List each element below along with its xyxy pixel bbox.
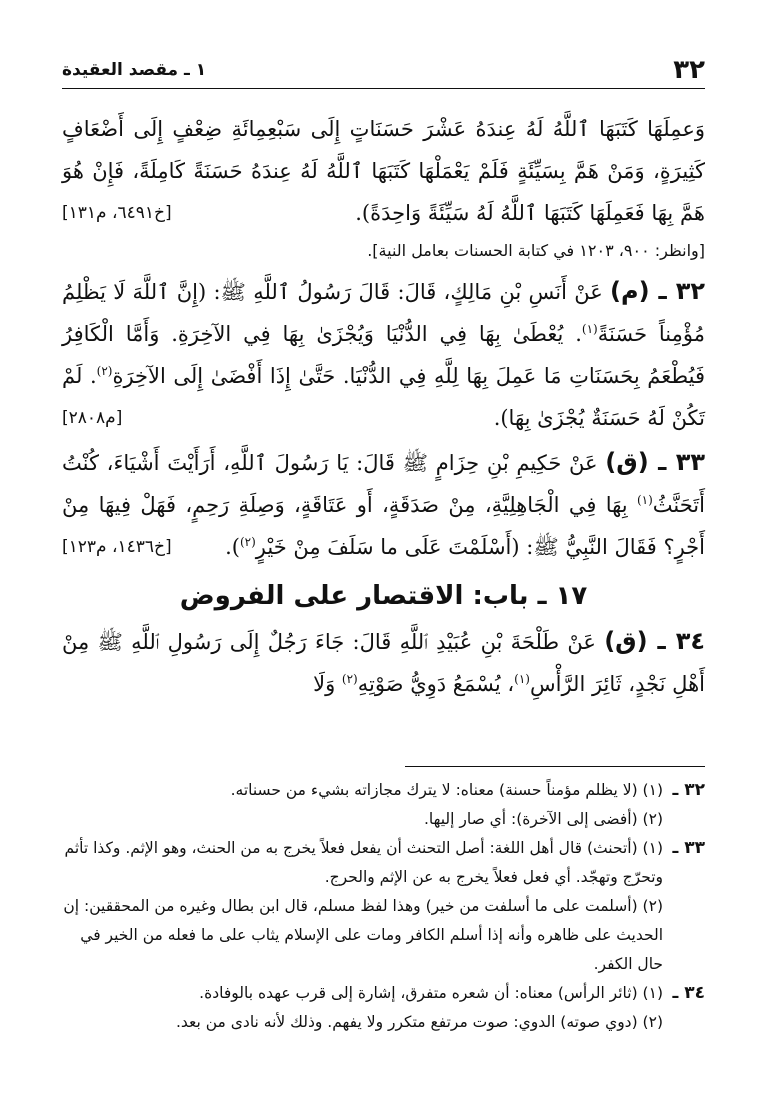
footnotes-32 [62, 776, 705, 834]
hadith-31-reference: [خ٦٤٩١، م١٣١] [62, 203, 172, 223]
footnote-item [62, 1008, 705, 1037]
footnote-marker: (٢) [341, 672, 358, 686]
footnote-group-number: ٣٣ ـ [672, 838, 705, 858]
footnote-item [62, 776, 705, 805]
chapter-heading: ١٧ ـ باب: الاقتصار على الفروض [179, 581, 588, 611]
footnotes-section [62, 776, 705, 1037]
hadith-32-text-3: . لَمْ تَكُنْ لَهُ حَسَنَةٌ يُجْزَىٰ بِهَا). [62, 364, 705, 430]
hadith-33 [62, 441, 705, 568]
footnote-text: (١) (أتحنث) قال أهل اللغة: أصل التحنث أن يفعل فعلاً يخرج به من الحنث، وهو الإثم. وكذا تأثم وتحرّج وتهجّد. أي فعل فعلاً يخرج به عن الإثم والحرج. [64, 839, 663, 886]
footnotes-34 [62, 979, 705, 1037]
footnote-item [62, 892, 705, 979]
hadith-32-text-2: . يُعْطَىٰ بِهَا فِي الدُّنْيَا وَيُجْزَىٰ بِهَا فِي الآخِرَةِ. وَأَمَّا الْكَافِرُ فَيُطْعَمُ بِحَسَنَاتِ مَا عَمِلَ بِهَا لِلَّهِ فِي الدُّنْيَا. حَتَّىٰ إِذَا أَفْضَىٰ إِلَى الآخِرَةِ [62, 322, 705, 388]
hadith-33-text-2: بِهَا فِي الْجَاهِلِيَّةِ، مِنْ صَدَقَةٍ، أَو عَتَاقَةٍ، وَصِلَةِ رَحِمٍ، فَهَلْ فِيهَا مِنْ أَجْرٍ؟ فَقَالَ النَّبِيُّ ﷺ: (أَسْلَمْتَ عَلَى ما سَلَفَ مِنْ خَيْرٍ [62, 493, 705, 559]
hadith-33-number: ٣٣ ـ (ق) [605, 448, 705, 476]
hadith-31-continuation [62, 108, 705, 234]
hadith-32-number: ٣٢ ـ (م) [610, 277, 705, 305]
footnote-text: (١) (لا يظلم مؤمناً حسنة) معناه: لا يترك مجازاته بشيء من حسناته. [230, 781, 663, 799]
hadith-34-text-3: وَلَا [313, 672, 342, 696]
footnote-marker: (١) [636, 493, 653, 507]
hadith-34 [62, 620, 705, 705]
page-number: ٣٢ [673, 55, 705, 85]
footnote-group-number: ٣٤ ـ [672, 983, 705, 1003]
page-header [62, 52, 705, 89]
hadith-31-text: وَعمِلَهَا كَتَبَهَا ٱللَّهُ لَهُ عِندَهُ عَشْرَ حَسَنَاتٍ إِلَى سَبْعِمِائَةِ ضِعْفٍ إِلَى أَضْعَافٍ كَثِيرَةٍ، وَمَنْ هَمَّ بِسَيِّئَةٍ فَلَمْ يَعْمَلْهَا كَتَبَهَا ٱللَّهُ لَهُ عِندَهُ حَسَنَةً كَامِلَةً، فَإِنْ هُوَ هَمَّ بِهَا فَعَمِلَهَا كَتَبَهَا ٱللَّهُ لَهُ سَيِّئَةً وَاحِدَةً). [62, 117, 705, 225]
footnote-text: (١) (ثائر الرأس) معناه: أن شعره متفرق، إشارة إلى قرب عهده بالوفادة. [199, 984, 663, 1002]
footnote-text: (٢) (أسلمت على ما أسلفت من خير) وهذا لفظ مسلم، قال ابن بطال وغيره من المحققين: إن الحديث على ظاهره وأنه إذا أسلم الكافر ومات على الإسلام يثاب على ما فعله من الخير في حال الكفر. [63, 897, 663, 973]
footnotes-33 [62, 834, 705, 979]
footnote-marker: (٢) [239, 535, 256, 549]
hadith-32-text-1: عَنْ أَنَسِ بْنِ مَالِكٍ، قَالَ: قَالَ رَسُولُ ٱللَّهِ ﷺ: (إِنَّ ٱللَّهَ لَا يَظْلِمُ مُؤْمِناً حَسَنَةً [62, 280, 705, 346]
cross-reference-note: [وانظر: ٩٠٠، ١٢٠٣ في كتابة الحسنات بعامل النية]. [367, 241, 705, 260]
footnote-text: (٢) (دوي صوته) الدوي: صوت مرتفع متكرر ولا يفهم. وذلك لأنه نادى من بعد. [175, 1013, 663, 1031]
footnote-item [62, 834, 705, 892]
footnote-marker: (١) [514, 672, 530, 686]
footnote-group-number: ٣٢ ـ [672, 780, 705, 800]
hadith-33-text-1: عَنْ حَكِيمِ بْنِ حِزَامٍ ﷺ قَالَ: يَا رَسُولَ ٱللَّهِ، أَرَأَيْتَ أَشْيَاءَ، كُنْتُ أَتَحَنَّثُ [62, 451, 705, 517]
hadith-32-reference: [م٢٨٠٨] [62, 408, 123, 428]
hadith-32 [62, 270, 705, 439]
running-title: ١ ـ مقصد العقيدة [62, 60, 207, 80]
hadith-34-text-2: ، يُسْمَعُ دَوِيُّ صَوْتِهِ [357, 672, 515, 696]
hadith-34-number: ٣٤ ـ (ق) [604, 627, 705, 655]
footnote-item [62, 805, 705, 834]
main-text [62, 108, 705, 707]
footnote-marker: (١) [581, 322, 598, 336]
hadith-34-text-1: عَنْ طَلْحَةَ بْنِ عُبَيْدِ ٱللَّهِ قَالَ: جَاءَ رَجُلٌ إِلَى رَسُولِ ٱللَّهِ ﷺ مِنْ أَهْلِ نَجْدٍ، ثَائِرَ الرَّأْسِ [62, 630, 705, 696]
footnote-item [62, 979, 705, 1008]
hadith-33-reference: [خ١٤٣٦، م١٢٣] [62, 537, 172, 557]
footnote-divider [405, 766, 705, 767]
footnote-text: (٢) (أفضى إلى الآخرة): أي صار إليها. [423, 810, 663, 828]
footnote-marker: (٢) [96, 364, 113, 378]
hadith-33-text-3: ). [225, 535, 240, 559]
